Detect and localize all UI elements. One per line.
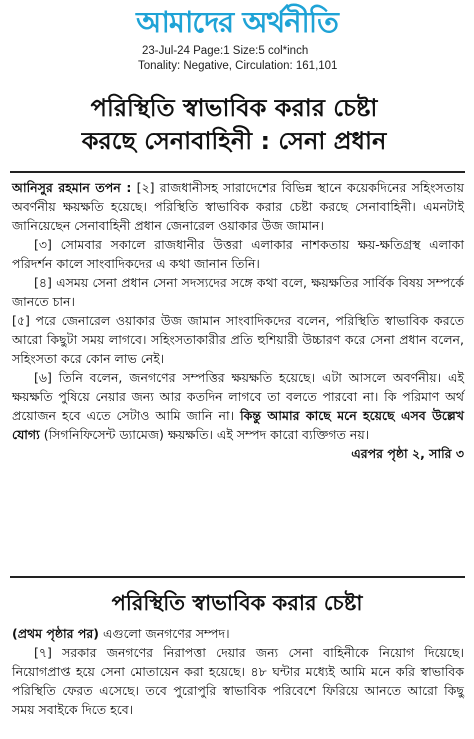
continuation-body <box>12 624 464 719</box>
section-divider <box>10 576 465 578</box>
clip-tonality-circulation: Tonality: Negative, Circulation: 161,101 <box>138 60 338 72</box>
article-paragraph <box>12 624 464 643</box>
headline-line-1: পরিস্থিতি স্বাভাবিক করার চেষ্টা <box>90 94 378 122</box>
paragraph-text: [২] রাজধানীসহ সারাদেশের বিভিন্ন স্থানে কয়েকদিনের সহিংসতায় অবর্ণনীয় ক্ষয়ক্ষতি হয়েছে। পরিস্থিতি স্বাভাবিক করার চেষ্টা করছে সেনাবাহিনী। এমনটাই জানিয়েছেন সেনাবাহিনী প্রধান জেনারেল ওয়াকার উজ জামান। <box>12 180 464 233</box>
continued-on-page: এরপর পৃষ্ঠা ২, সারি ৩ <box>351 446 464 461</box>
headline-divider <box>10 171 465 173</box>
paragraph-bold-text: কিন্তু আমার কাছে মনে হয়েছে এসব উল্লেখ যোগ্য <box>12 408 464 442</box>
paragraph-text: (সিগনিফিসেন্ট ড্যামেজ) ক্ষয়ক্ষতি। এই সম্পদ কারো ব্যক্তিগত নয়। <box>43 427 370 442</box>
article-paragraph: [৪] এসময় সেনা প্রধান সেনা সদস্যদের সঙ্গে কথা বলে, ক্ষয়ক্ষতির সার্বিক বিষয় সম্পর্কে জানতে চান। <box>12 275 464 309</box>
continuation-headline: পরিস্থিতি স্বাভাবিক করার চেষ্টা <box>111 591 363 615</box>
article-paragraph: [৭] সরকার জনগণের নিরাপত্তা দেয়ার জন্য সেনা বাহিনীকে নিয়োগ দিয়েছে। নিয়োগপ্রাপ্ত হয়ে সেনা মোতায়েন করা হয়েছে। ৪৮ ঘন্টার মধ্যেই আমি মনে করি স্বাভাবিক পরিস্থিতি ফেরত এসেছে। তবে পুরোপুরি স্বাভাবিক পরিবেশে ফিরিয়ে আনতে আরো কিছু সময় সবাইকে দিতে হবে। <box>12 645 464 717</box>
article-headline <box>14 92 454 158</box>
clip-info <box>138 44 474 74</box>
headline-line-2: করছে সেনাবাহিনী : সেনা প্রধান <box>81 127 387 155</box>
paragraph-text: [৬] তিনি বলেন, জনগণের সম্পত্তির ক্ষয়ক্ষতি হয়েছে। এটা আসলে অবর্ণনীয়। এই ক্ষয়ক্ষতি পুষিয়ে নেয়ার জন্য আর কতদিন লাগবে তা বলতে পারবো না। কি পরিমাণ অর্থ প্রয়োজন হবে এতে সেটাও আমি জানি না। <box>12 370 464 423</box>
paragraph-text: এগুলো জনগণের সম্পদ। <box>102 626 230 641</box>
article-paragraph: [৫] পরে জেনারেল ওয়াকার উজ জামান সাংবাদিকদের বলেন, পরিস্থিতি স্বাভাবিক করতে আরো কিছুটা সময় লাগবে। সহিংসতাকারীর প্রতি হুশিয়ারী উচ্চারণ করে সেনা প্রধান বলেন, সহিংসতা করে কোন লাভ নেই। <box>12 313 464 366</box>
article-paragraph <box>12 178 464 235</box>
masthead-logo: আমাদের অর্থনীতি <box>136 5 338 39</box>
byline: আনিসুর রহমান তপন : <box>12 180 132 195</box>
newspaper-masthead <box>0 4 474 40</box>
clip-date-size: 23-Jul-24 Page:1 Size:5 col*inch <box>142 45 309 57</box>
article-paragraph: [৩] সোমবার সকালে রাজধানীর উত্তরা এলাকার নাশকতায় ক্ষয়-ক্ষতিগ্রস্থ এলাকা পরিদর্শন কালে সাংবাদিকদের এ কথা জানান তিনি। <box>12 237 464 271</box>
article-body <box>12 178 464 463</box>
article-paragraph <box>12 368 464 461</box>
from-previous-page-label: (প্রথম পৃষ্ঠার পর) <box>12 626 99 641</box>
